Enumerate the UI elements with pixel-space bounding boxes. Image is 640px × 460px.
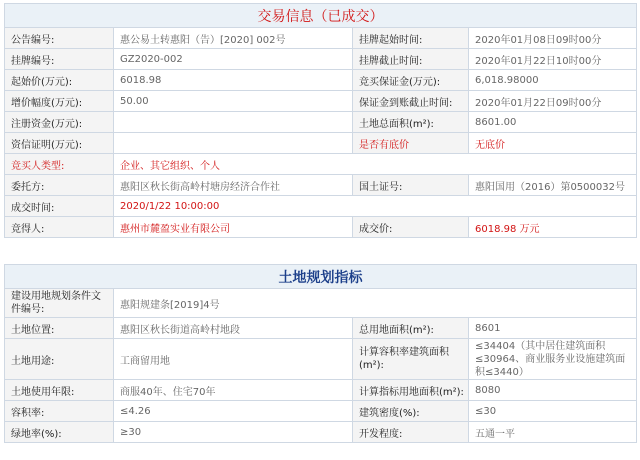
table-row bbox=[5, 49, 637, 70]
consignor-value: 惠阳区秋长街高岭村塘房经济合作社 bbox=[114, 175, 353, 196]
registered-capital-value bbox=[114, 112, 353, 133]
table-row bbox=[5, 401, 637, 422]
listing-end-value: 2020年01月22日10时00分 bbox=[469, 49, 637, 70]
start-price-label: 起始价(万元): bbox=[5, 70, 114, 91]
table-row bbox=[5, 175, 637, 196]
announcement-no-label: 公告编号: bbox=[5, 28, 114, 49]
total-area-label: 总用地面积(m²): bbox=[353, 318, 469, 339]
credit-proof-label: 资信证明(万元): bbox=[5, 133, 114, 154]
land-cert-label: 国土证号: bbox=[353, 175, 469, 196]
land-planning-title: 土地规划指标 bbox=[5, 265, 637, 289]
green-rate-value: ≥30 bbox=[114, 422, 353, 443]
buyer-type-label: 竞买人类型: bbox=[5, 154, 114, 175]
trade-info-title: 交易信息（已成交） bbox=[5, 4, 637, 28]
buyer-type-value: 企业、其它组织、个人 bbox=[114, 154, 637, 175]
table-row bbox=[5, 422, 637, 443]
density-label: 建筑密度(%): bbox=[353, 401, 469, 422]
far-area-label: 计算容积率建筑面积(m²): bbox=[353, 339, 469, 380]
listing-end-label: 挂牌截止时间: bbox=[353, 49, 469, 70]
land-use-value: 工商留用地 bbox=[114, 339, 353, 380]
far-label: 容积率: bbox=[5, 401, 114, 422]
start-price-value: 6018.98 bbox=[114, 70, 353, 91]
listing-start-value: 2020年01月08日09时00分 bbox=[469, 28, 637, 49]
trade-info-table bbox=[4, 3, 637, 238]
table-row bbox=[5, 70, 637, 91]
deal-price-label: 成交价: bbox=[353, 217, 469, 238]
far-value: ≤4.26 bbox=[114, 401, 353, 422]
deal-time-label: 成交时间: bbox=[5, 196, 114, 217]
planning-doc-value: 惠阳规建条[2019]4号 bbox=[114, 289, 637, 318]
land-area-value: 8601.00 bbox=[469, 112, 637, 133]
reserve-price-label: 是否有底价 bbox=[353, 133, 469, 154]
land-use-label: 土地用途: bbox=[5, 339, 114, 380]
table-row bbox=[5, 196, 637, 217]
location-value: 惠阳区秋长街道高岭村地段 bbox=[114, 318, 353, 339]
winner-value: 惠州市麓盈实业有限公司 bbox=[114, 217, 353, 238]
table-row bbox=[5, 318, 637, 339]
dev-level-label: 开发程度: bbox=[353, 422, 469, 443]
land-area-label: 土地总面积(m²): bbox=[353, 112, 469, 133]
winner-label: 竞得人: bbox=[5, 217, 114, 238]
use-years-value: 商服40年、住宅70年 bbox=[114, 380, 353, 401]
deposit-label: 竞买保证金(万元): bbox=[353, 70, 469, 91]
listing-no-label: 挂牌编号: bbox=[5, 49, 114, 70]
deposit-deadline-label: 保证金到账截止时间: bbox=[353, 91, 469, 112]
consignor-label: 委托方: bbox=[5, 175, 114, 196]
reserve-price-value: 无底价 bbox=[469, 133, 637, 154]
increment-label: 增价幅度(万元): bbox=[5, 91, 114, 112]
table-row bbox=[5, 217, 637, 238]
table-row bbox=[5, 28, 637, 49]
dev-level-value: 五通一平 bbox=[469, 422, 637, 443]
table-row bbox=[5, 154, 637, 175]
table-row bbox=[5, 380, 637, 401]
total-area-value: 8601 bbox=[469, 318, 637, 339]
deposit-value: 6,018.98000 bbox=[469, 70, 637, 91]
land-cert-value: 惠阳国用（2016）第0500032号 bbox=[469, 175, 637, 196]
listing-start-label: 挂牌起始时间: bbox=[353, 28, 469, 49]
location-label: 土地位置: bbox=[5, 318, 114, 339]
calc-area-value: 8080 bbox=[469, 380, 637, 401]
use-years-label: 土地使用年限: bbox=[5, 380, 114, 401]
calc-area-label: 计算指标用地面积(m²): bbox=[353, 380, 469, 401]
green-rate-label: 绿地率(%): bbox=[5, 422, 114, 443]
table-row bbox=[5, 112, 637, 133]
table-row bbox=[5, 133, 637, 154]
far-area-value: ≤34404（其中居住建筑面积≤30964、商业服务业设施建筑面积≤3440） bbox=[469, 339, 637, 380]
table-row bbox=[5, 289, 637, 318]
density-value: ≤30 bbox=[469, 401, 637, 422]
credit-proof-value bbox=[114, 133, 353, 154]
listing-no-value: GZ2020-002 bbox=[114, 49, 353, 70]
land-planning-table bbox=[4, 264, 637, 443]
increment-value: 50.00 bbox=[114, 91, 353, 112]
deal-time-value: 2020/1/22 10:00:00 bbox=[114, 196, 637, 217]
table-row bbox=[5, 339, 637, 380]
deal-price-value: 6018.98 万元 bbox=[469, 217, 637, 238]
deposit-deadline-value: 2020年01月22日09时00分 bbox=[469, 91, 637, 112]
planning-doc-label: 建设用地规划条件文件编号: bbox=[5, 289, 114, 318]
table-row bbox=[5, 91, 637, 112]
registered-capital-label: 注册资金(万元): bbox=[5, 112, 114, 133]
announcement-no-value: 惠公易土转惠阳（告）[2020] 002号 bbox=[114, 28, 353, 49]
